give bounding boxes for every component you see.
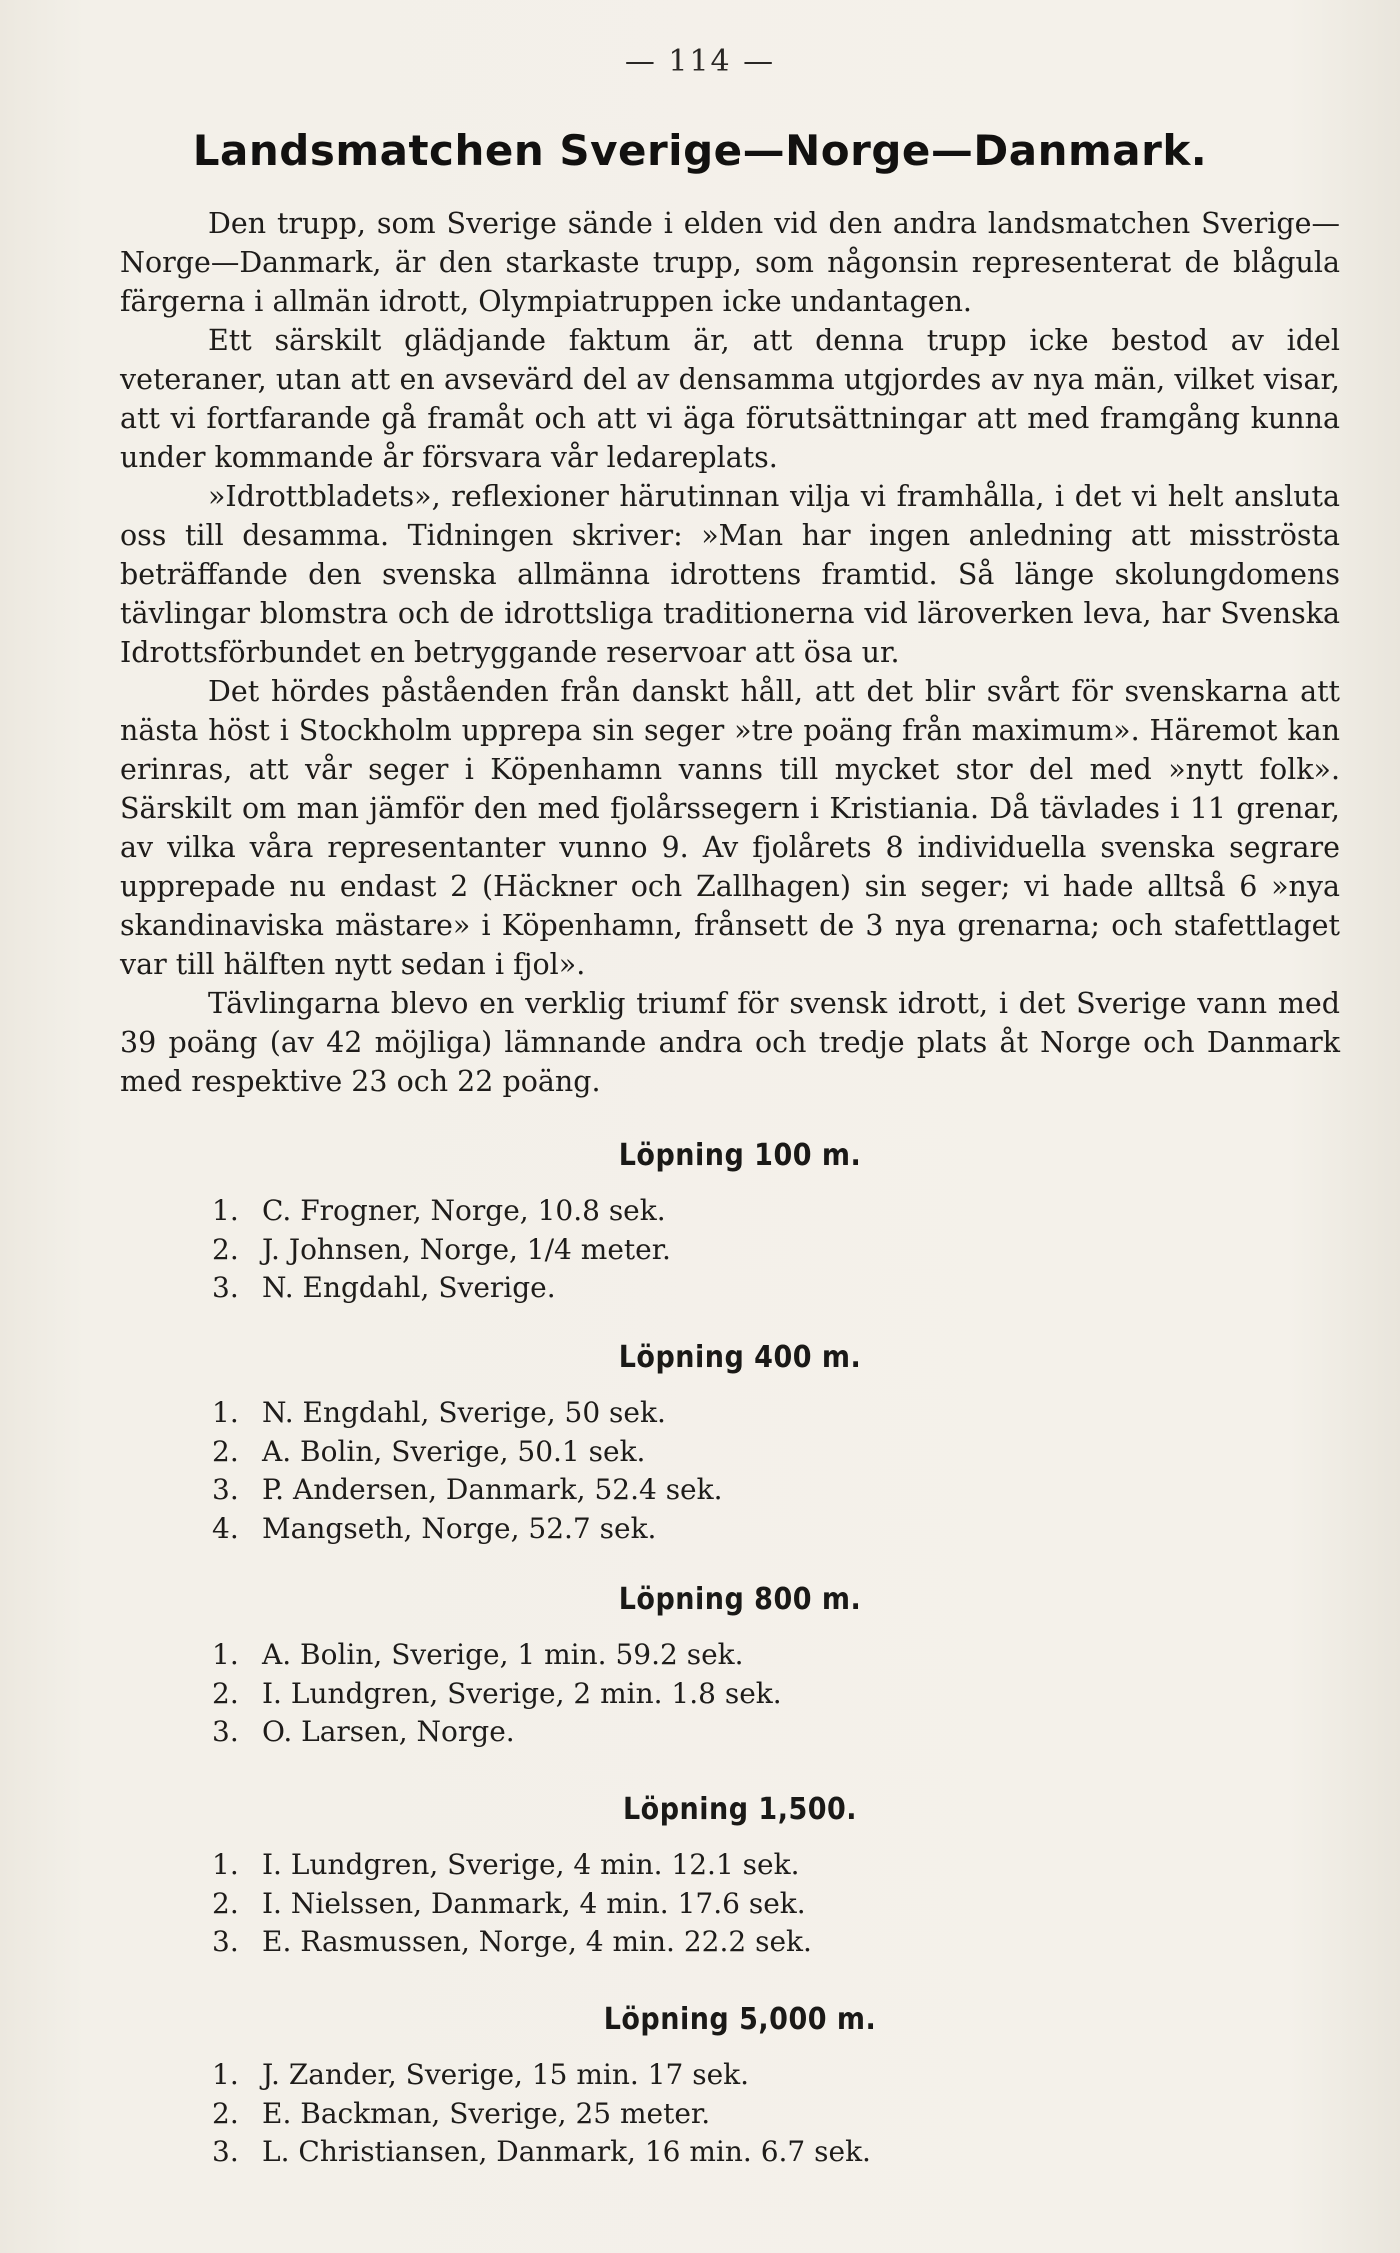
place-number: 2. (212, 1434, 239, 1468)
result-row (0, 1394, 1400, 1433)
result-row (0, 2095, 1400, 2134)
result-text: P. Andersen, Danmark, 52.4 sek. (262, 1473, 723, 1506)
page-number: — 114 — (624, 44, 776, 79)
result-text: N. Engdahl, Sverige. (262, 1271, 556, 1304)
paragraph: »Idrottbladets», reflexioner härutinnan vilja vi framhålla, i det vi helt ansluta oss till desamma. Tidningen skriver: »Man har ingen anledning att misströsta beträffande den svenska allmänna idrottens framtid. Så länge skolungdomens tävlingar blomstra och de idrottsliga traditionerna vid läroverken leva, har Svenska Idrottsförbundet en betryggande reservoar att ösa ur. (120, 480, 1340, 669)
results-list (0, 1846, 1400, 1962)
result-text: I. Lundgren, Sverige, 4 min. 12.1 sek. (262, 1848, 800, 1881)
result-text: A. Bolin, Sverige, 1 min. 59.2 sek. (262, 1638, 744, 1671)
event-title: Löpning 100 m. (618, 1138, 862, 1173)
result-text: I. Nielssen, Danmark, 4 min. 17.6 sek. (262, 1886, 806, 1920)
result-text: A. Bolin, Sverige, 50.1 sek. (262, 1434, 646, 1468)
place-number: 2. (212, 1676, 239, 1710)
result-text: N. Engdahl, Sverige, 50 sek. (262, 1396, 666, 1429)
result-text: Mangseth, Norge, 52.7 sek. (262, 1511, 657, 1545)
result-row (0, 1846, 1400, 1885)
event-section-800m (0, 1580, 1400, 1752)
paragraph: Det hördes påståenden från danskt håll, att det blir svårt för svenskarna att nästa höst i Stockholm upprepa sin seger »tre poäng från maximum». Häremot kan erinras, att vår seger i Köpenhamn vanns till mycket stor del med »nytt folk». Särskilt om man jämför den med fjolårssegern i Kristiania. Då tävlades i 11 grenar, av vilka våra representanter vunno 9. Av fjolårets 8 individuella svenska segrare upprepade nu endast 2 (Häckner och Zallhagen) sin seger; vi hade alltså 6 »nya skandinaviska mästare» i Köpenhamn, frånsett de 3 nya grenarna; och stafettlaget var till hälften nytt sedan i fjol». (120, 675, 1340, 981)
event-title: Löpning 1,500. (622, 1792, 858, 1827)
place-number: 3. (212, 1925, 239, 1958)
result-text: E. Rasmussen, Norge, 4 min. 22.2 sek. (262, 1925, 812, 1958)
paragraph: Tävlingarna blevo en verklig triumf för svensk idrott, i det Sverige vann med 39 poäng (av 42 möjliga) lämnande andra och tredje plats åt Norge och Danmark med respektive 23 och 22 poäng. (120, 987, 1340, 1098)
article-title: Landsmatchen Sverige—Norge—Danmark. (192, 126, 1208, 175)
place-number: 3. (212, 1271, 239, 1304)
place-number: 1. (212, 1638, 239, 1671)
result-row (0, 1713, 1400, 1752)
place-number: 2. (212, 2096, 239, 2130)
result-text: J. Johnsen, Norge, 1/4 meter. (262, 1232, 671, 1266)
event-title: Löpning 400 m. (618, 1340, 862, 1375)
result-row (0, 1433, 1400, 1472)
place-number: 2. (212, 1232, 239, 1266)
place-number: 3. (212, 1715, 239, 1748)
result-text: I. Lundgren, Sverige, 2 min. 1.8 sek. (262, 1676, 782, 1710)
result-row (0, 1192, 1400, 1231)
result-row (0, 2056, 1400, 2095)
place-number: 1. (212, 1848, 239, 1881)
results-list (0, 1636, 1400, 1752)
event-section-1500m (0, 1790, 1400, 1962)
result-row (0, 2133, 1400, 2172)
event-section-5000m (0, 2000, 1400, 2172)
place-number: 4. (212, 1511, 239, 1545)
results-list (0, 1192, 1400, 1308)
paragraph: Ett särskilt glädjande faktum är, att denna trupp icke bestod av idel veteraner, utan att en avsevärd del av densamma utgjordes av nya män, vilket visar, att vi fortfarande gå framåt och att vi äga förutsättningar att med framgång kunna under kommande år försvara vår ledareplats. (120, 324, 1340, 474)
result-text: E. Backman, Sverige, 25 meter. (262, 2096, 711, 2130)
place-number: 1. (212, 1396, 239, 1429)
place-number: 2. (212, 1886, 239, 1920)
result-text: O. Larsen, Norge. (262, 1715, 515, 1748)
event-section-100m (0, 1136, 1400, 1308)
result-text: C. Frogner, Norge, 10.8 sek. (262, 1194, 666, 1227)
article-body (120, 204, 1340, 1101)
results-list (0, 1394, 1400, 1548)
result-row (0, 1510, 1400, 1549)
place-number: 1. (212, 1194, 239, 1227)
place-number: 1. (212, 2058, 239, 2091)
event-title: Löpning 5,000 m. (603, 2002, 877, 2037)
result-row (0, 1923, 1400, 1962)
result-row (0, 1675, 1400, 1714)
place-number: 3. (212, 1473, 239, 1506)
result-row (0, 1636, 1400, 1675)
event-title: Löpning 800 m. (618, 1582, 862, 1617)
result-row (0, 1269, 1400, 1308)
result-text: J. Zander, Sverige, 15 min. 17 sek. (262, 2058, 750, 2091)
place-number: 3. (212, 2135, 239, 2168)
event-section-400m (0, 1338, 1400, 1548)
paragraph: Den trupp, som Sverige sände i elden vid den andra landsmatchen Sverige—Norge—Danmark, är den starkaste trupp, som någonsin representerat de blågula färgerna i allmän idrott, Olympiatruppen icke undantagen. (120, 207, 1340, 318)
result-row (0, 1885, 1400, 1924)
result-text: L. Christiansen, Danmark, 16 min. 6.7 sek. (262, 2135, 871, 2168)
result-row (0, 1471, 1400, 1510)
results-list (0, 2056, 1400, 2172)
result-row (0, 1231, 1400, 1270)
